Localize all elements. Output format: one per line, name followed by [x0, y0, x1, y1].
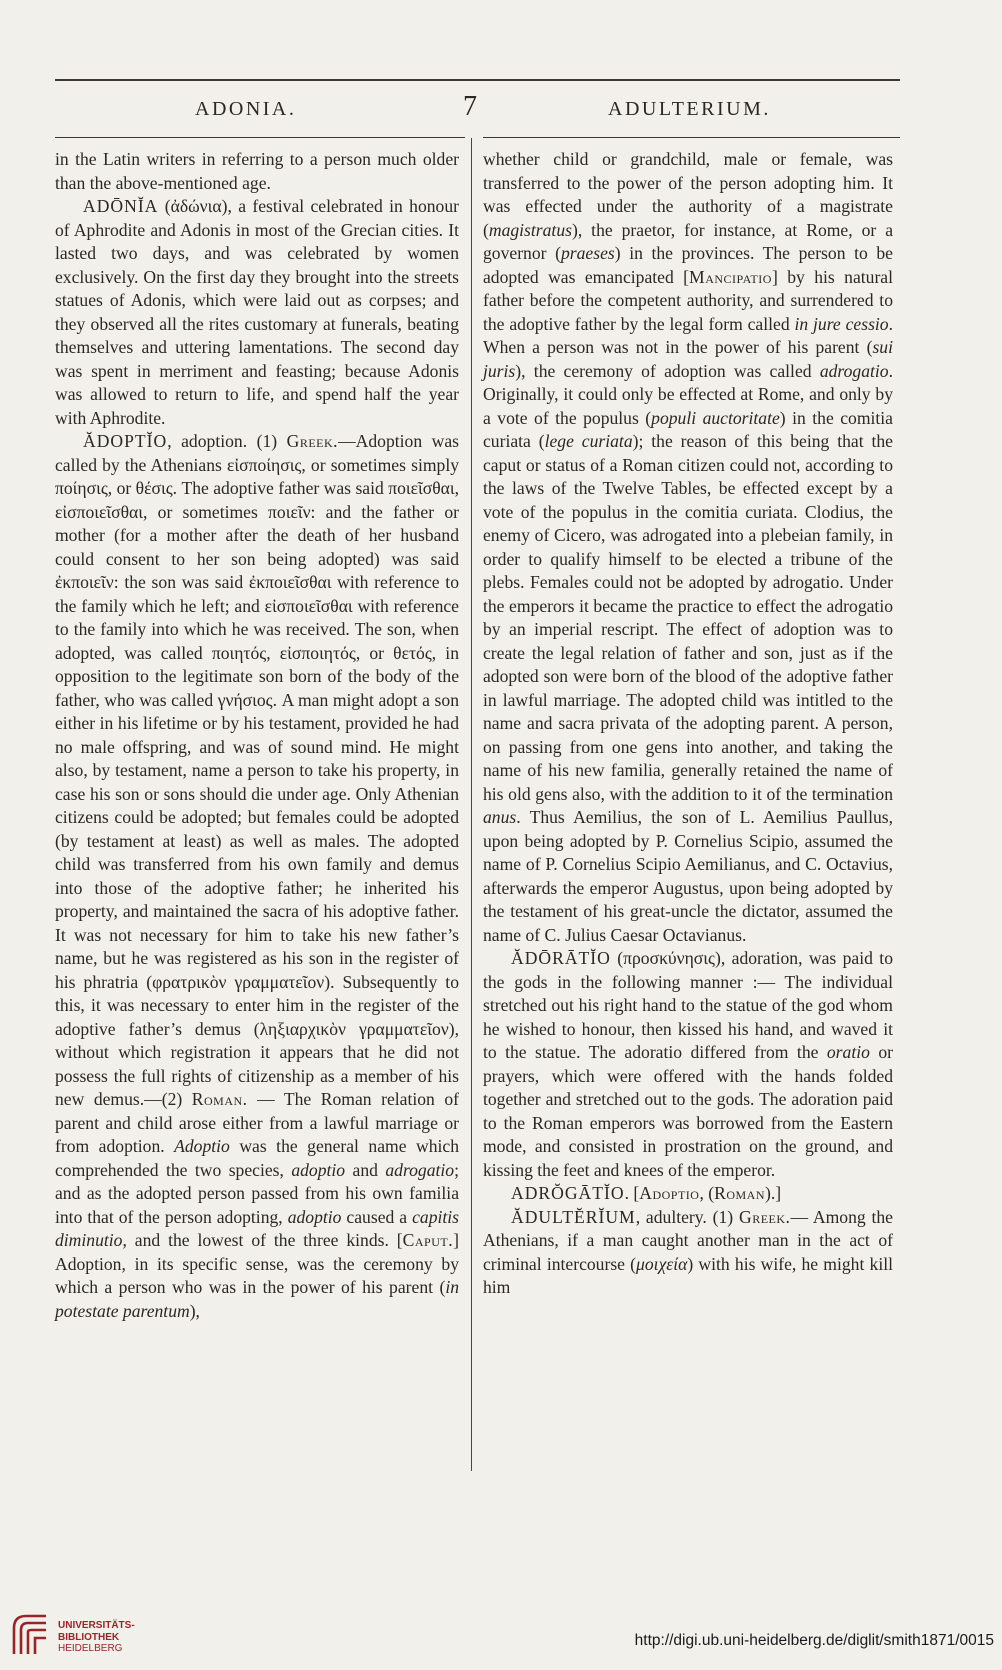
header-rule-left	[55, 137, 465, 138]
library-line-1: UNIVERSITÄTS-	[58, 1620, 135, 1631]
text-run: ), the praetor, for instance, at Rome, or a governor (	[483, 219, 893, 263]
running-head-left: ADONIA.	[195, 98, 297, 120]
running-head-right: ADULTERIUM.	[608, 98, 771, 120]
italic-term: anus	[483, 807, 517, 827]
paragraph	[483, 947, 893, 1182]
text-run: ); the reason of this being that the caput or status of a Roman citizen could not, according to the laws of the Twelve Tables, be effected except by a vote of the populus in the comitia curiata. Clodius, the enemy of Cicero, was adrogated into a plebeian family, in order to qualify himself to be elected a tribune of the plebs. Females could not be adopted by adrogatio. Under the emperors it became the practice to effect the adrogatio by an imperial rescript. The effect of adoption was to create the legal relation of father and son, just as if the adopted son were born of the blood of the adoptive father in lawful marriage. The adopted child was intitled to the name and sacra privata of the adopting parent. A person, on passing from one gens into another, and taking the name of his new familia, generally retained the name of his old gens also, with the addition to it of the termination	[483, 431, 893, 804]
headword: ĂDOPTĬO	[83, 431, 168, 451]
text-run: ; and as the adopted person passed from his own familia into that of the person adopting,	[55, 1159, 459, 1227]
text-run: ) in the provinces. The person to be adopted was emancipated [	[483, 243, 893, 287]
italic-term: adoptio	[287, 1206, 342, 1227]
cross-reference: Roman.	[191, 1089, 248, 1109]
text-run: ),	[189, 1300, 200, 1321]
paragraph	[483, 1206, 893, 1300]
text-run: . Originally, it could only be effected at Rome, and only by a vote of the populus (	[483, 360, 893, 428]
text-run: — Among the Athenians, if a man caught another man in the act of criminal intercourse (	[483, 1206, 893, 1274]
italic-term: oratio	[826, 1042, 870, 1062]
text-run: —Adoption was called by the Athenians εἰσποίησις, or sometimes simply ποίησις, or θέσις. The adoptive father was said ποιεῖσθαι, εἰσποιεῖσθαι, or sometimes ποιεῖν: and the father or mother (for a mother after the death of her husband could consent to her son being adopted) was said ἐκποιεῖν: the son was said ἐκποιεῖσθαι with reference to the family which he left; and εἰσποιεῖσθαι with reference to the family into which he was received. The son, when adopted, was called ποιητός, εἰσποιητός, or θετός, in opposition to the legitimate son born of the body of the father, who was called γνήσιος. A man might adopt a son either in his lifetime or by his testament, provided he had no male offspring, and was of sound mind. He might also, by testament, name a person to take his property, in case his son or sons should die under age. Only Athenian citizens could be adopted; but females could be adopted (by testament at least) as well as males. The adopted child was transferred from his own family and demus into those of the adoptive father; he inherited his property, and maintained the sacra of his adoptive father. It was not necessary for him to take his new father’s name, but he was registered as his son in the register of his phratria (φρατρικὸν γραμματεῖον). Subsequently to this, it was necessary to enter him in the register of the adoptive father’s demus (ληξιαρχικὸν γραμματεῖον), without which registration it appears that he did not possess the full rights of citizenship as a member of his new demus.—(2)	[55, 431, 459, 1109]
italic-term: adoptio	[291, 1159, 346, 1180]
text-run: caused a	[341, 1206, 413, 1227]
paragraph	[55, 148, 459, 195]
cross-reference: Adoptio	[639, 1183, 700, 1203]
text-run: ] by his natural father before the competent authority, and surrendered to the adoptive father by the legal form called	[483, 266, 893, 334]
text-run: and	[345, 1159, 386, 1180]
header-rule-right	[483, 137, 900, 138]
top-rule	[55, 79, 900, 81]
library-name	[58, 1620, 135, 1655]
text-run: , (	[699, 1183, 715, 1203]
text-run: ) with his wife, he might kill him	[483, 1253, 894, 1297]
right-column	[483, 148, 893, 1300]
text-run: . Thus Aemilius, the son of L. Aemilius Paullus, upon being adopted by P. Cornelius Scipio, assumed the name of P. Cornelius Scipio Aemilianus, and C. Octavius, afterwards the emperor Augustus, upon being adopted by the testament of his great-uncle the dictator, assumed the name of C. Julius Caesar Octavianus.	[483, 807, 893, 945]
text-run: , adultery. (1)	[635, 1206, 739, 1227]
italic-term: adrogatio	[385, 1159, 455, 1180]
text-run: was the general name which comprehended the two species,	[55, 1136, 459, 1180]
italic-term: in jure cessio	[794, 313, 889, 334]
italic-term: magistratus	[488, 219, 572, 240]
paragraph	[483, 148, 893, 947]
text-run: , adoption. (1)	[167, 431, 287, 451]
text-run: ) in the comitia curiata (	[483, 407, 893, 451]
text-run: (ἀδώνια), a festival celebrated in honour of Aphrodite and Adonis in most of the Grecian cities. It lasted two days, and was celebrated by women exclusively. On the first day they brought into the streets statues of Adonis, which were laid out as corpses; and they observed all the rites customary at funerals, beating themselves and uttering lamentations. The second day was spent in merriment and feasting; because Adonis was allowed to return to life, and spend half the year with Aphrodite.	[55, 196, 459, 428]
source-url[interactable]: http://digi.ub.uni-heidelberg.de/diglit/smith1871/0015	[634, 1632, 994, 1649]
library-line-2: BIBLIOTHEK	[58, 1631, 120, 1643]
library-logo-icon	[10, 1610, 50, 1656]
column-divider	[471, 138, 472, 1471]
text-run: , and the lowest of the three kinds. [	[122, 1230, 403, 1250]
text-run: ).]	[765, 1183, 782, 1203]
headword: ADŌNĬA	[83, 196, 159, 216]
italic-term: adrogatio	[819, 360, 889, 381]
text-run: in the Latin writers in referring to a person much older than the above-mentioned age.	[55, 149, 459, 193]
italic-term: lege curiata	[544, 431, 633, 451]
cross-reference: Greek.	[286, 431, 339, 451]
page-number: 7	[463, 91, 477, 122]
italic-term: in potestate parentum	[55, 1277, 459, 1321]
cross-reference: Mancipatio	[689, 266, 772, 287]
italic-term: μοιχεία	[636, 1253, 688, 1274]
headword: ĂDULTĔRĬUM	[511, 1206, 636, 1227]
cross-reference: Greek.	[739, 1206, 791, 1227]
text-run: ), the ceremony of adoption was called	[515, 360, 820, 381]
text-run: . When a person was not in the power of his parent (	[483, 313, 894, 357]
library-line-3: HEIDELBERG	[58, 1643, 123, 1654]
italic-term: populi auctoritate	[651, 407, 780, 428]
headword: ADRŎGĀTĬO	[511, 1183, 625, 1203]
paragraph	[55, 195, 459, 430]
italic-term: praeses	[560, 243, 615, 263]
text-run: or prayers, which were offered with the hands folded together and stretched out to the gods. The adoration paid to the Roman emperors was borrowed from the Eastern mode, and consisted in prostration on the ground, and kissing the feet and knees of the emperor.	[483, 1042, 893, 1180]
italic-term: sui juris	[483, 337, 893, 381]
left-column	[55, 148, 459, 1323]
text-run: ] Adoption, in its specific sense, was the ceremony by which a person who was in the power of his parent (	[55, 1230, 459, 1297]
text-run: (προσκύνησις), adoration, was paid to the gods in the following manner :— The individual stretched out his right hand to the statue of the god whom he wished to honour, then kissed his hand, and waved it to the statue. The adoratio differed from the	[483, 948, 893, 1062]
text-run: — The Roman relation of parent and child arose either from a lawful marriage or from adoption.	[55, 1089, 459, 1156]
italic-term: capitis diminutio	[55, 1206, 460, 1250]
cross-reference: Caput.	[402, 1230, 454, 1250]
cross-reference: Roman	[714, 1183, 766, 1203]
paragraph	[55, 430, 459, 1323]
italic-term: Adoptio	[174, 1136, 230, 1156]
text-run: whether child or grandchild, male or female, was transferred to the power of the person adopting him. It was effected under the authority of a magistrate (	[483, 149, 893, 240]
paragraph	[483, 1182, 893, 1206]
text-run: . [	[624, 1183, 640, 1203]
headword: ĂDŌRĀTĬO	[511, 948, 611, 968]
